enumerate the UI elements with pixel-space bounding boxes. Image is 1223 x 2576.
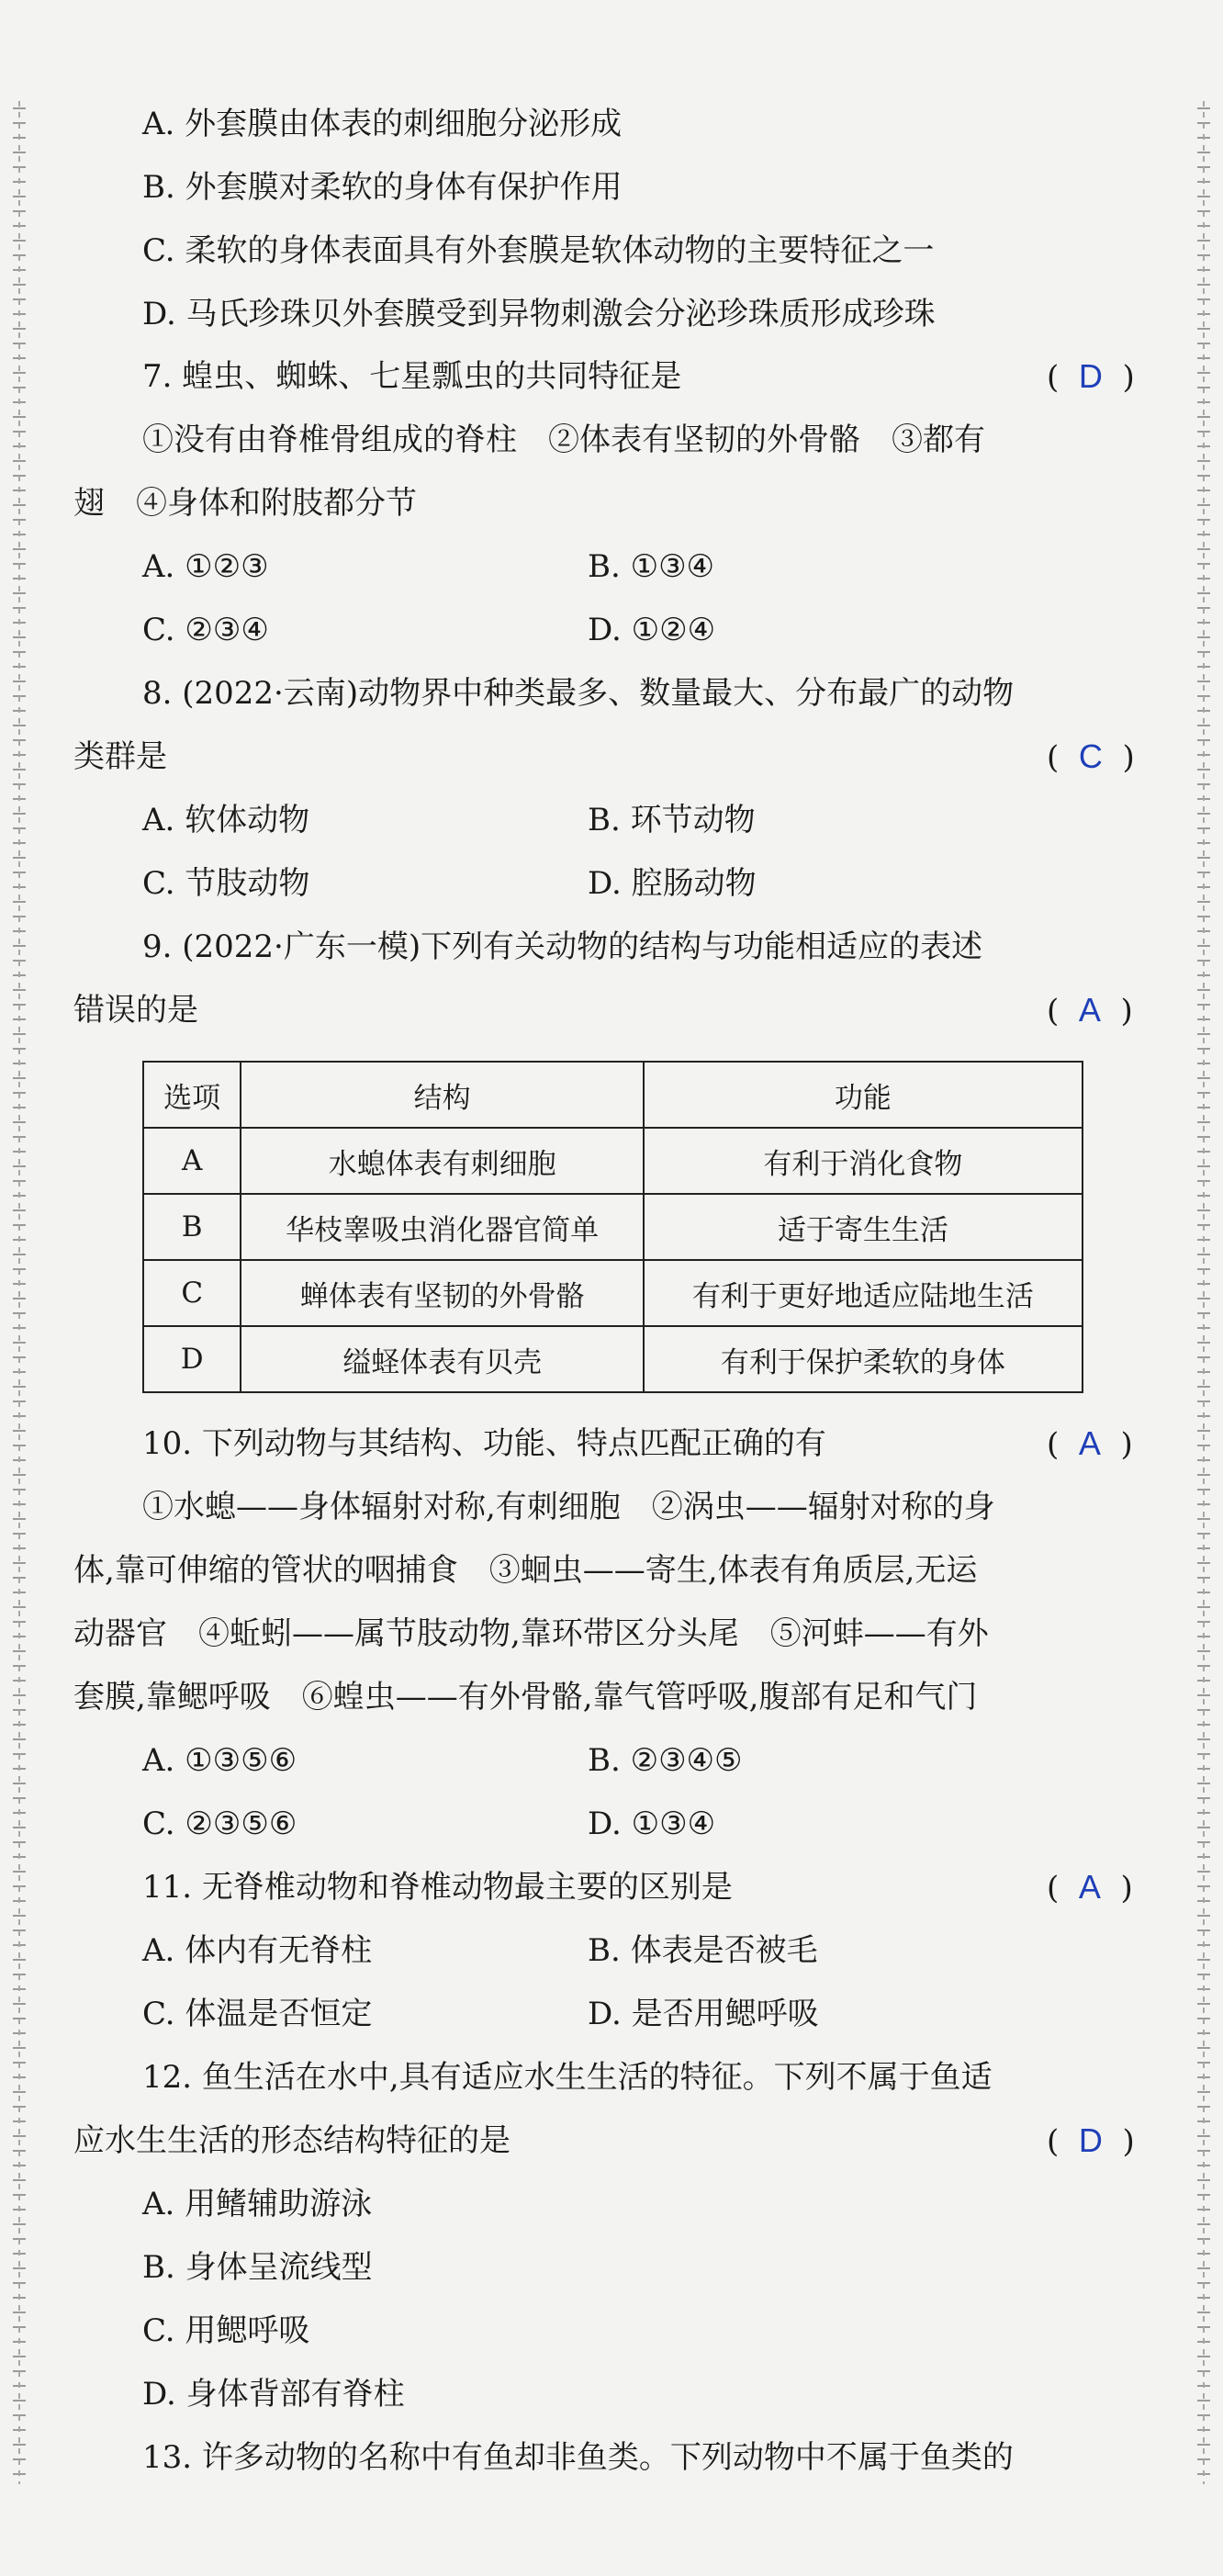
- q7-option-c: C. ②③④: [142, 612, 269, 648]
- table-header-function: 功能: [644, 1062, 1083, 1128]
- q8-answer: C: [1078, 737, 1103, 775]
- q10-stem: 10. 下列动物与其结构、功能、特点匹配正确的有: [142, 1425, 826, 1462]
- q10-option-a: A. ①③⑤⑥: [142, 1742, 297, 1779]
- table-cell: 适于寄生生活: [644, 1194, 1083, 1260]
- q11-stem: 11. 无脊椎动物和脊椎动物最主要的区别是: [142, 1869, 733, 1906]
- q7-option-d: D. ①②④: [588, 612, 716, 648]
- q7-statements-line2: 翅 ④身体和附肢都分节: [73, 485, 417, 522]
- q10-body-line1: ①水螅——身体辐射对称,有刺细胞 ②涡虫——辐射对称的身: [142, 1489, 995, 1525]
- q8-answer-bracket: ( C ): [1047, 737, 1135, 776]
- table-row: [143, 1128, 1083, 1194]
- table-header-option: 选项: [143, 1062, 241, 1128]
- q10-body-line2: 体,靠可伸缩的管状的咽捕食 ③蛔虫——寄生,体表有角质层,无运: [73, 1552, 978, 1589]
- q8-stem-line1: 8. (2022·云南)动物界中种类最多、数量最大、分布最广的动物: [142, 675, 1015, 712]
- q12-option-c: C. 用鳃呼吸: [142, 2312, 310, 2349]
- q12-option-b: B. 身体呈流线型: [142, 2249, 373, 2286]
- q7-answer-bracket: ( D ): [1047, 357, 1135, 396]
- table-cell: B: [143, 1194, 241, 1260]
- table-cell: 缢蛏体表有贝壳: [241, 1326, 643, 1392]
- table-row: [143, 1326, 1083, 1392]
- q12-stem-line1: 12. 鱼生活在水中,具有适应水生生活的特征。下列不属于鱼适: [142, 2059, 993, 2096]
- q8-option-d: D. 腔肠动物: [588, 865, 757, 902]
- table-cell: A: [143, 1128, 241, 1194]
- q10-answer-bracket: ( A ): [1047, 1424, 1133, 1463]
- q7-stem: 7. 蝗虫、蜘蛛、七星瓢虫的共同特征是: [142, 358, 682, 395]
- q11-option-b: B. 体表是否被毛: [588, 1932, 818, 1969]
- q8-option-c: C. 节肢动物: [142, 865, 310, 902]
- q6-option-a: A. 外套膜由体表的刺细胞分泌形成: [142, 106, 623, 142]
- table-cell: 有利于保护柔软的身体: [644, 1326, 1083, 1392]
- q10-body-line4: 套膜,靠鳃呼吸 ⑥蝗虫——有外骨骼,靠气管呼吸,腹部有足和气门: [73, 1679, 978, 1715]
- table-row: [143, 1260, 1083, 1326]
- q6-option-c: C. 柔软的身体表面具有外套膜是软体动物的主要特征之一: [142, 232, 935, 269]
- q8-option-b: B. 环节动物: [588, 802, 756, 838]
- table-cell: 水螅体表有刺细胞: [241, 1128, 643, 1194]
- q12-option-a: A. 用鳍辅助游泳: [142, 2186, 373, 2222]
- table-cell: D: [143, 1326, 241, 1392]
- q12-option-d: D. 身体背部有脊柱: [142, 2376, 405, 2413]
- q10-body-line3: 动器官 ④蚯蚓——属节肢动物,靠环带区分头尾 ⑤河蚌——有外: [73, 1615, 989, 1652]
- table-header-structure: 结构: [241, 1062, 643, 1128]
- table-row: [143, 1194, 1083, 1260]
- q10-option-b: B. ②③④⑤: [588, 1742, 743, 1779]
- q7-option-b: B. ①③④: [588, 548, 715, 585]
- q11-option-c: C. 体温是否恒定: [142, 1996, 373, 2032]
- q8-option-a: A. 软体动物: [142, 802, 310, 838]
- q10-option-c: C. ②③⑤⑥: [142, 1805, 297, 1842]
- table-cell: C: [143, 1260, 241, 1326]
- q6-option-d: D. 马氏珍珠贝外套膜受到异物刺激会分泌珍珠质形成珍珠: [142, 296, 936, 332]
- q10-option-d: D. ①③④: [588, 1805, 716, 1842]
- q11-option-a: A. 体内有无脊柱: [142, 1932, 373, 1969]
- q12-answer: D: [1078, 2121, 1103, 2159]
- table-cell: 有利于消化食物: [644, 1128, 1083, 1194]
- q11-option-d: D. 是否用鳃呼吸: [588, 1996, 819, 2032]
- table-header-row: [143, 1062, 1083, 1128]
- left-decorative-border: [13, 101, 26, 2484]
- q8-stem-line2: 类群是: [73, 738, 167, 775]
- q9-stem-line1: 9. (2022·广东一模)下列有关动物的结构与功能相适应的表述: [142, 928, 983, 965]
- q11-answer: A: [1078, 1868, 1101, 1906]
- q12-answer-bracket: ( D ): [1047, 2121, 1135, 2160]
- table-cell: 有利于更好地适应陆地生活: [644, 1260, 1083, 1326]
- q7-answer: D: [1078, 357, 1103, 395]
- q7-option-a: A. ①②③: [142, 548, 269, 585]
- table-cell: 蝉体表有坚韧的外骨骼: [241, 1260, 643, 1326]
- q9-answer: A: [1078, 991, 1101, 1029]
- q9-answer-bracket: ( A ): [1047, 991, 1133, 1029]
- q11-answer-bracket: ( A ): [1047, 1868, 1133, 1907]
- q12-stem-line2: 应水生生活的形态结构特征的是: [73, 2122, 511, 2159]
- table-cell: 华枝睾吸虫消化器官简单: [241, 1194, 643, 1260]
- q9-stem-line2: 错误的是: [73, 992, 198, 1029]
- q13-stem-line1: 13. 许多动物的名称中有鱼却非鱼类。下列动物中不属于鱼类的: [142, 2439, 1014, 2476]
- right-decorative-border: [1197, 101, 1210, 2484]
- q7-statements-line1: ①没有由脊椎骨组成的脊柱 ②体表有坚韧的外骨骼 ③都有: [142, 422, 985, 458]
- q6-option-b: B. 外套膜对柔软的身体有保护作用: [142, 169, 623, 206]
- q10-answer: A: [1078, 1424, 1101, 1462]
- q9-table: [142, 1061, 1083, 1393]
